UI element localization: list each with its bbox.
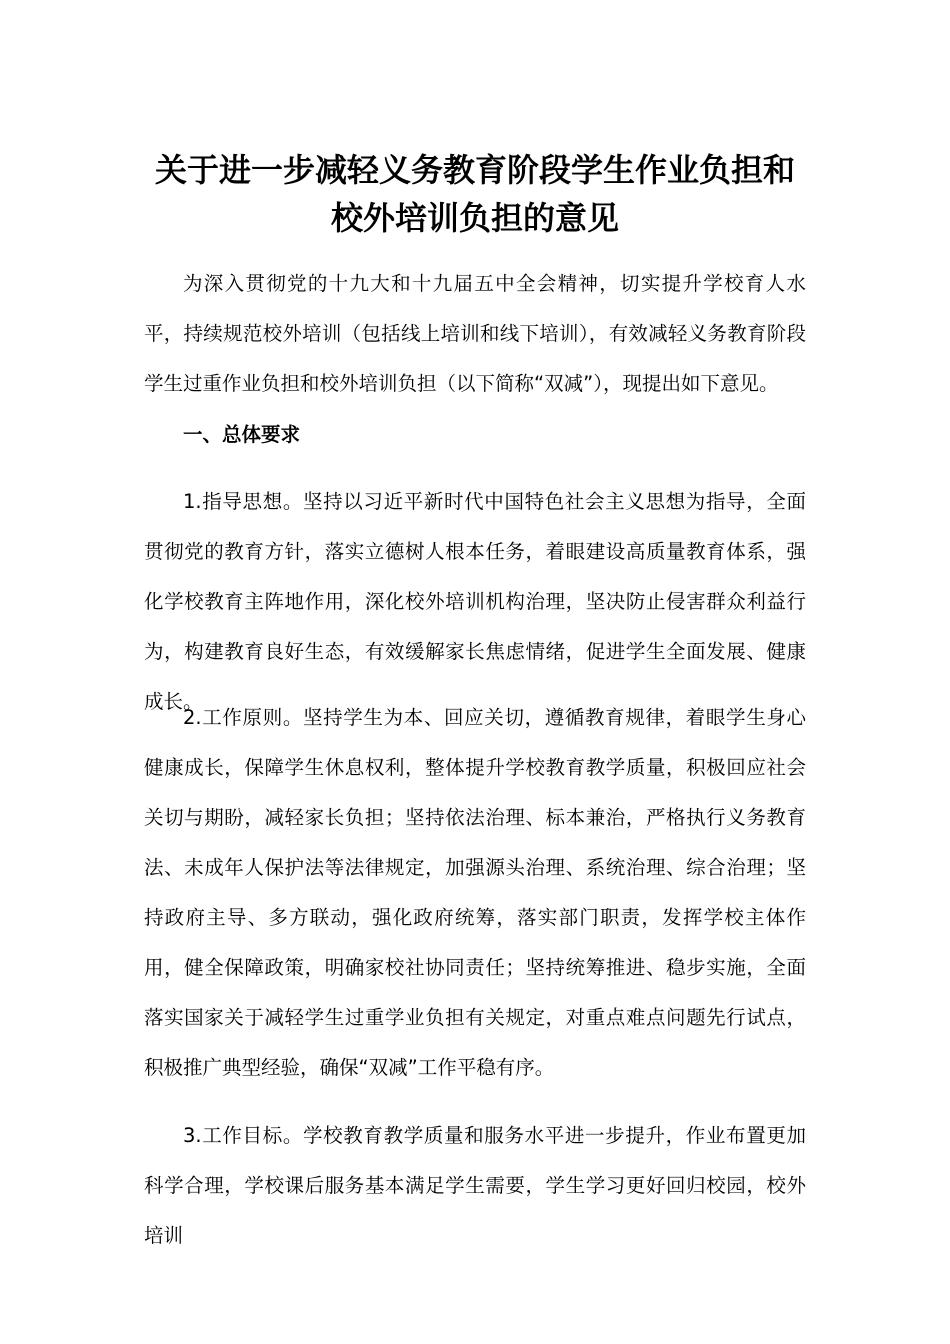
section-heading-general-requirements: 一、总体要求	[183, 423, 301, 446]
document-title-line-1: 关于进一步减轻义务教育阶段学生作业负担和	[154, 151, 795, 189]
paragraph-guiding-ideology: 1.指导思想。坚持以习近平新时代中国特色社会主义思想为指导，全面贯彻党的教育方针，落实立德树人根本任务，着眼建设高质量教育体系，强化学校教育主阵地作用，深化校外培训机构治理，坚决防止侵害群众利益行为，构建教育良好生态，有效缓解家长焦虑情绪，促进学生全面发展、健康成长。	[144, 490, 806, 713]
intro-paragraph: 为深入贯彻党的十九大和十九届五中全会精神，切实提升学校育人水平，持续规范校外培训（包括线上培训和线下培训），有效减轻义务教育阶段学生过重作业负担和校外培训负担（以下简称“双减”），现提出如下意见。	[144, 272, 806, 395]
document-title-line-2: 校外培训负担的意见	[330, 199, 619, 237]
paragraph-working-goals: 3.工作目标。学校教育教学质量和服务水平进一步提升，作业布置更加科学合理，学校课后服务基本满足学生需要，学生学习更好回归校园，校外培训	[144, 1124, 806, 1247]
paragraph-working-principles: 2.工作原则。坚持学生为本、回应关切，遵循教育规律，着眼学生身心健康成长，保障学生休息权利，整体提升学校教育教学质量，积极回应社会关切与期盼，减轻家长负担；坚持依法治理、标本兼治，严格执行义务教育法、未成年人保护法等法律规定，加强源头治理、系统治理、综合治理；坚持政府主导、多方联动，强化政府统筹，落实部门职责，发挥学校主体作用，健全保障政策，明确家校社协同责任；坚持统筹推进、稳步实施，全面落实国家关于减轻学生过重学业负担有关规定，对重点难点问题先行试点，积极推广典型经验，确保“双减”工作平稳有序。	[144, 706, 806, 1079]
